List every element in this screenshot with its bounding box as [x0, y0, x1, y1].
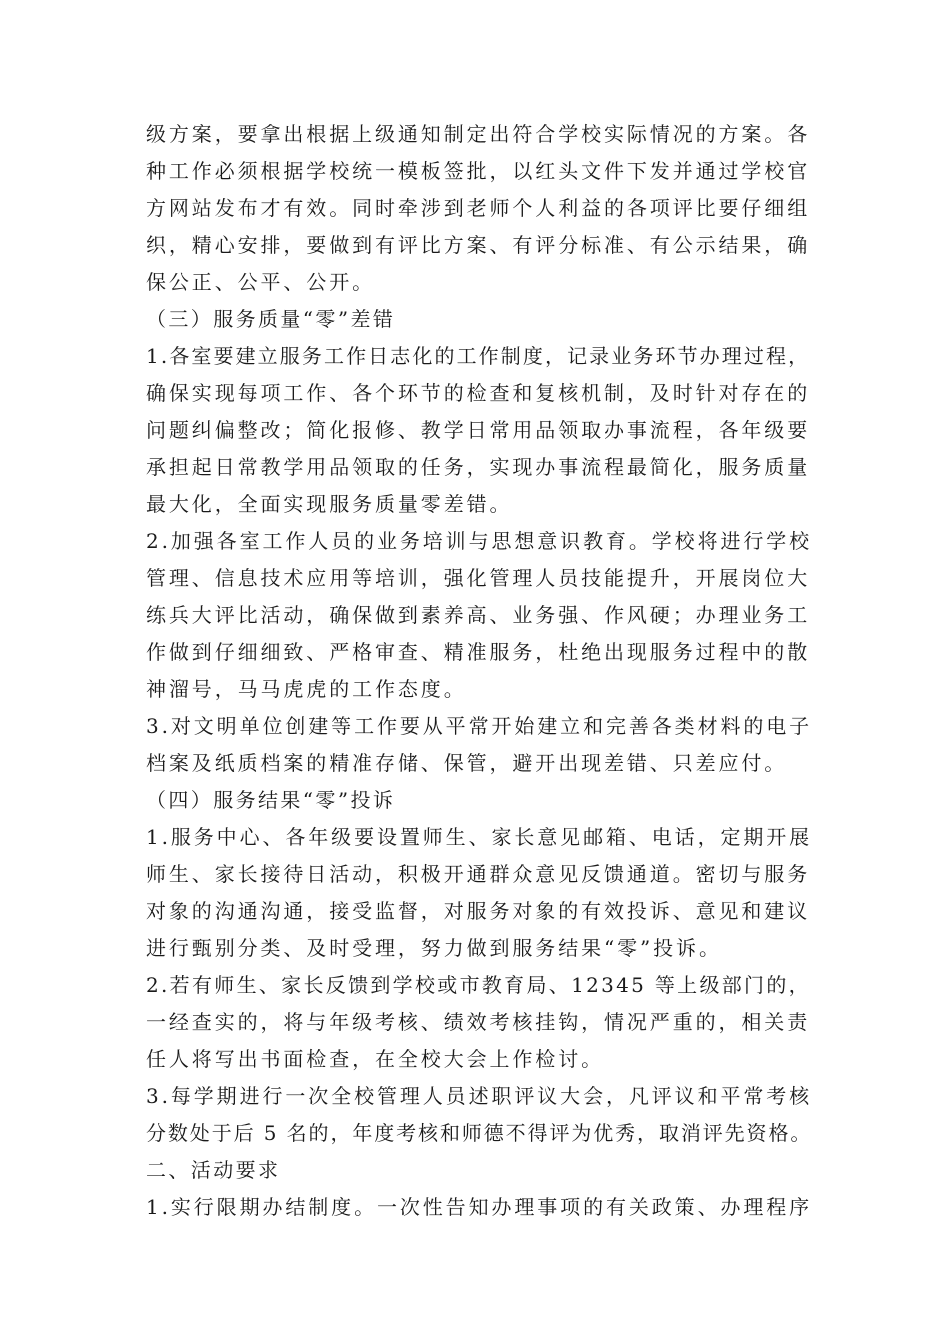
body-text-line: 对象的沟通沟通，接受监督，对服务对象的有效投诉、意见和建议 — [146, 899, 811, 923]
body-text-line: 进行甄别分类、及时受理，努力做到服务结果“零”投诉。 — [146, 936, 722, 960]
body-text-line: 分数处于后 5 名的，年度考核和师德不得评为优秀，取消评先资格。 — [146, 1121, 813, 1145]
body-text-line: 级方案，要拿出根据上级通知制定出符合学校实际情况的方案。各 — [146, 122, 811, 146]
body-text-line: 确保实现每项工作、各个环节的检查和复核机制，及时针对存在的 — [146, 381, 811, 405]
body-text-line: 任人将写出书面检查，在全校大会上作检讨。 — [146, 1047, 604, 1071]
body-text-line: 3.每学期进行一次全校管理人员述职评议大会，凡评议和平常考核 — [146, 1084, 813, 1108]
body-text-line: 练兵大评比活动，确保做到素养高、业务强、作风硬；办理业务工 — [146, 603, 811, 627]
body-text-line: 管理、信息技术应用等培训，强化管理人员技能提升，开展岗位大 — [146, 566, 811, 590]
body-text-line: 作做到仔细细致、严格审查、精准服务，杜绝出现服务过程中的散 — [146, 640, 811, 664]
body-text-line: 方网站发布才有效。同时牵涉到老师个人利益的各项评比要仔细组 — [146, 196, 811, 220]
body-text-line: 最大化，全面实现服务质量零差错。 — [146, 492, 513, 516]
body-text-line: 3.对文明单位创建等工作要从平常开始建立和完善各类材料的电子 — [146, 714, 813, 738]
body-text-line: 保公正、公平、公开。 — [146, 270, 375, 294]
section-heading: 二、活动要求 — [146, 1158, 281, 1182]
body-text-line: 织，精心安排，要做到有评比方案、有评分标准、有公示结果，确 — [146, 233, 811, 257]
body-text-line: 师生、家长接待日活动，积极开通群众意见反馈通道。密切与服务 — [146, 862, 811, 886]
body-text-line: 种工作必须根据学校统一模板签批，以红头文件下发并通过学校官 — [146, 159, 811, 183]
body-text-line: 档案及纸质档案的精准存储、保管，避开出现差错、只差应付。 — [146, 751, 788, 775]
body-text-line: 1.实行限期办结制度。一次性告知办理事项的有关政策、办理程序 — [146, 1195, 813, 1219]
section-heading: （三）服务质量“零”差错 — [146, 307, 396, 331]
document-body — [146, 116, 814, 1226]
body-text-line: 2.若有师生、家长反馈到学校或市教育局、12345 等上级部门的， — [146, 973, 811, 997]
body-text-line: 2.加强各室工作人员的业务培训与思想意识教育。学校将进行学校 — [146, 529, 813, 553]
body-text-line: 1.服务中心、各年级要设置师生、家长意见邮箱、电话，定期开展 — [146, 825, 813, 849]
body-text-line: 问题纠偏整改；简化报修、教学日常用品领取办事流程，各年级要 — [146, 418, 811, 442]
body-text-line: 神溜号，马马虎虎的工作态度。 — [146, 677, 467, 701]
body-text-line: 承担起日常教学用品领取的任务，实现办事流程最简化，服务质量 — [146, 455, 811, 479]
body-text-line: 一经查实的，将与年级考核、绩效考核挂钩，情况严重的，相关责 — [146, 1010, 811, 1034]
body-text-line: 1.各室要建立服务工作日志化的工作制度，记录业务环节办理过程， — [146, 344, 811, 368]
section-heading: （四）服务结果“零”投诉 — [146, 788, 396, 812]
